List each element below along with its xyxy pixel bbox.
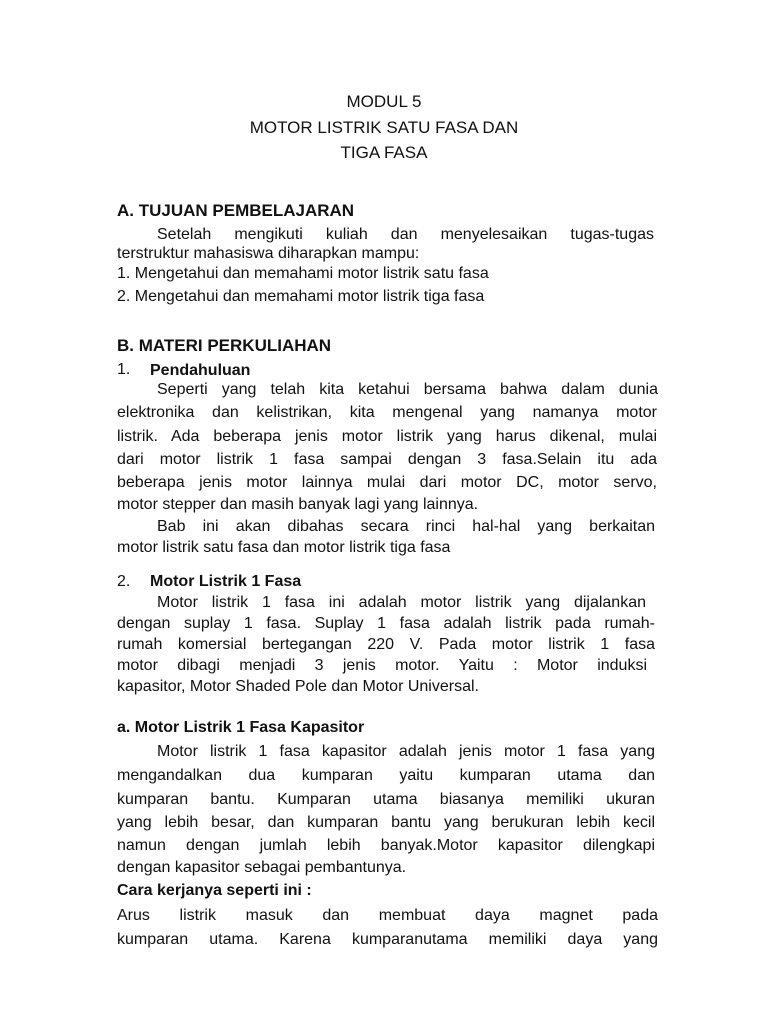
subsection-1-number: 1. <box>117 361 131 378</box>
subsection-2-number: 2. <box>117 573 131 590</box>
intro-para-line-1: Seperti yang telah kita ketahui bersama bahwa dalam dunia <box>157 381 658 398</box>
intro-para-line-4: dari motor listrik 1 fasa sampai dengan 3 fasa.Selain itu ada <box>117 451 657 468</box>
objective-item-1: 1. Mengetahui dan memahami motor listrik satu fasa <box>117 265 489 282</box>
subsection-a-heading: a. Motor Listrik 1 Fasa Kapasitor <box>117 719 365 736</box>
capacitor-para-line-2: mengandalkan dua kumparan yaitu kumparan utama dan <box>117 767 655 784</box>
how-it-works-line-1: Arus listrik masuk dan membuat daya magnet pada <box>117 907 658 924</box>
subsection-2-title: Motor Listrik 1 Fasa <box>150 573 302 590</box>
motor1-para-line-1: Motor listrik 1 fasa ini adalah motor listrik yang dijalankan <box>157 594 646 611</box>
how-it-works-title: Cara kerjanya seperti ini : <box>117 882 312 899</box>
section-b-heading: B. MATERI PERKULIAHAN <box>117 336 332 355</box>
module-number: MODUL 5 <box>346 92 422 111</box>
capacitor-para-line-4: yang lebih besar, dan kumparan bantu yang berukuran lebih kecil <box>117 814 655 831</box>
how-it-works-line-2: kumparan utama. Karena kumparanutama memiliki daya yang <box>117 931 658 948</box>
intro-para-line-3: listrik. Ada beberapa jenis motor listrik yang harus dikenal, mulai <box>117 428 657 445</box>
capacitor-para-line-6: dengan kapasitor sebagai pembantunya. <box>117 859 407 876</box>
section-a-heading: A. TUJUAN PEMBELAJARAN <box>117 201 355 220</box>
motor1-para-line-5: kapasitor, Motor Shaded Pole dan Motor Universal. <box>117 678 479 695</box>
motor1-para-line-4: motor dibagi menjadi 3 jenis motor. Yaitu : Motor induksi <box>117 657 647 674</box>
section-a-intro-line-1: Setelah mengikuti kuliah dan menyelesaikan tugas-tugas <box>157 226 654 243</box>
module-title-line-1: MOTOR LISTRIK SATU FASA DAN <box>249 118 519 137</box>
subsection-1-title: Pendahuluan <box>150 362 251 379</box>
intro-para2-line-1: Bab ini akan dibahas secara rinci hal-hal yang berkaitan <box>157 518 655 535</box>
section-a-intro-line-2: terstruktur mahasiswa diharapkan mampu: <box>117 245 420 262</box>
motor1-para-line-3: rumah komersial bertegangan 220 V. Pada motor listrik 1 fasa <box>117 636 655 653</box>
capacitor-para-line-3: kumparan bantu. Kumparan utama biasanya memiliki ukuran <box>117 791 655 808</box>
intro-para-line-5: beberapa jenis motor lainnya mulai dari motor DC, motor servo, <box>117 474 657 491</box>
intro-para2-line-2: motor listrik satu fasa dan motor listrik tiga fasa <box>117 539 451 556</box>
motor1-para-line-2: dengan suplay 1 fasa. Suplay 1 fasa adalah listrik pada rumah- <box>117 615 655 632</box>
capacitor-para-line-1: Motor listrik 1 fasa kapasitor adalah jenis motor 1 fasa yang <box>157 743 655 760</box>
capacitor-para-line-5: namun dengan jumlah lebih banyak.Motor kapasitor dilengkapi <box>117 837 655 854</box>
module-title-line-2: TIGA FASA <box>340 143 428 162</box>
intro-para-line-2: elektronika dan kelistrikan, kita mengenal yang namanya motor <box>117 404 657 421</box>
objective-item-2: 2. Mengetahui dan memahami motor listrik tiga fasa <box>117 288 485 305</box>
intro-para-line-6: motor stepper dan masih banyak lagi yang lainnya. <box>117 496 479 513</box>
